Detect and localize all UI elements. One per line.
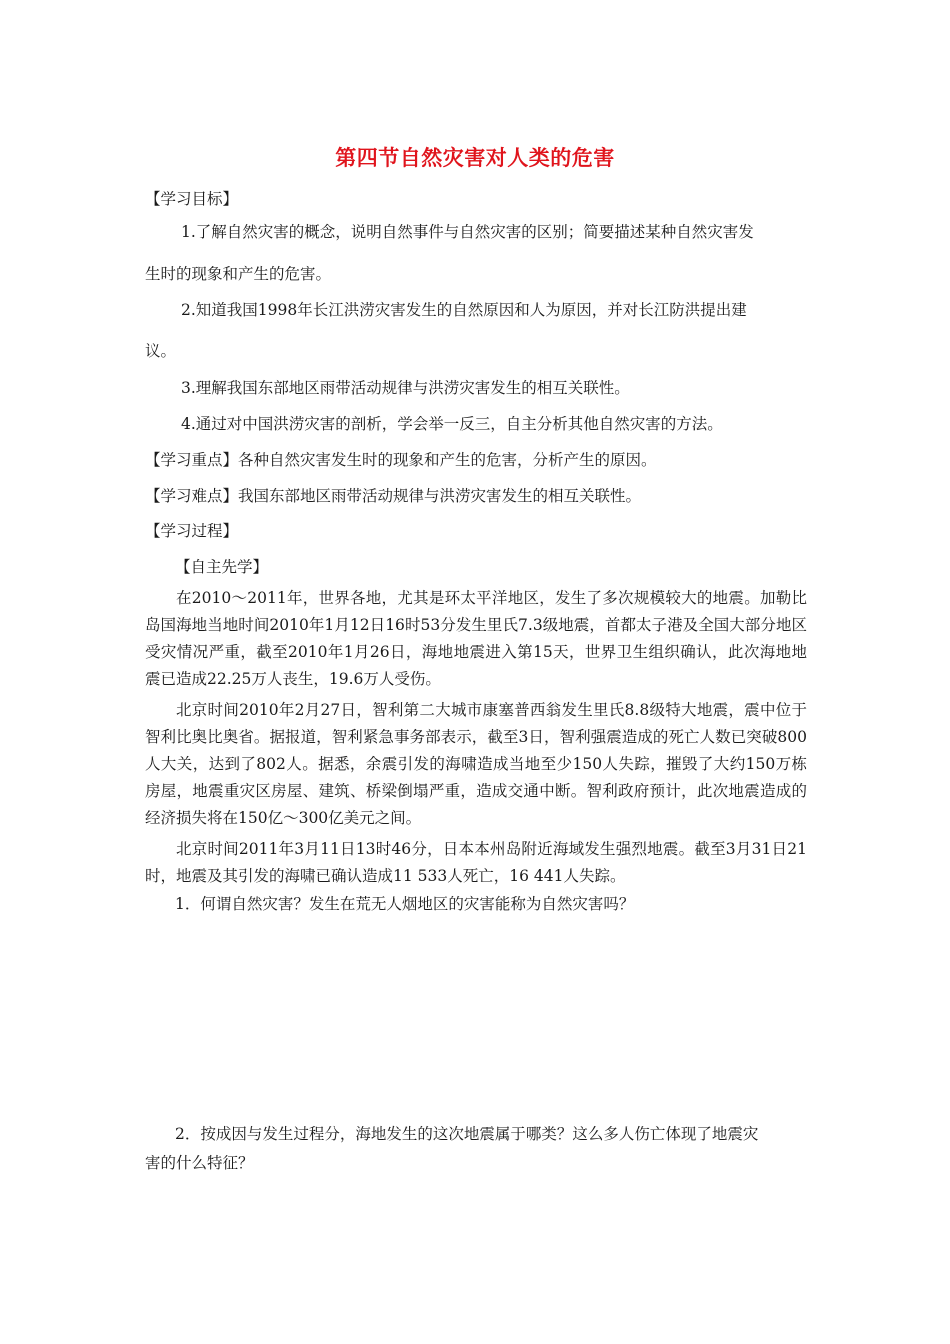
goals-heading: 【学习目标】 (145, 190, 239, 208)
goal-item-1: 1.了解自然灾害的概念，说明自然事件与自然灾害的区别；简要描述某种自然灾害发 (181, 223, 754, 241)
paragraph-japan-earthquake: 北京时间2011年3月11日13时46分，日本本州岛附近海域发生强烈地震。截至3月31日21时，地震及其引发的海啸已确认造成11 533人死亡，16 441人失踪。 (145, 840, 807, 885)
goal-item-4: 4.通过对中国洪涝灾害的剖析，学会举一反三，自主分析其他自然灾害的方法。 (181, 415, 723, 433)
question-1: 1．何谓自然灾害？发生在荒无人烟地区的灾害能称为自然灾害吗？ (175, 895, 635, 913)
goal-item-1-continued: 生时的现象和产生的危害。 (145, 265, 332, 283)
paragraph-chile-earthquake: 北京时间2010年2月27日，智利第二大城市康塞普西翁发生里氏8.8级特大地震，震中位于智利比奥比奥省。据报道，智利紧急事务部表示，截至3日，智利强震造成的死亡人数已突破800人大关，达到了802人。据悉，余震引发的海啸造成当地至少150人失踪，摧毁了大约150万栋房屋，地震重灾区房屋、建筑、桥梁倒塌严重，造成交通中断。智利政府预计，此次地震造成的经济损失将在150亿～300亿美元之间。 (145, 701, 807, 827)
question-2: 2．按成因与发生过程分，海地发生的这次地震属于哪类？这么多人伤亡体现了地震灾 (175, 1125, 759, 1143)
self-study-heading: 【自主先学】 (175, 558, 269, 576)
question-2-continued: 害的什么特征？ (145, 1154, 254, 1172)
difficult-point: 【学习难点】我国东部地区雨带活动规律与洪涝灾害发生的相互关联性。 (145, 487, 642, 505)
goal-item-3: 3.理解我国东部地区雨带活动规律与洪涝灾害发生的相互关联性。 (181, 379, 630, 397)
process-heading: 【学习过程】 (145, 522, 239, 540)
key-point: 【学习重点】各种自然灾害发生时的现象和产生的危害，分析产生的原因。 (145, 451, 657, 469)
page-title: 第四节自然灾害对人类的危害 (335, 146, 615, 170)
goal-item-2-continued: 议。 (145, 342, 177, 360)
paragraph-haiti-earthquake: 在2010～2011年，世界各地，尤其是环太平洋地区，发生了多次规模较大的地震。加勒比岛国海地当地时间2010年1月12日16时53分发生里氏7.3级地震，首都太子港及全国大部分地区受灾情况严重，截至2010年1月26日，海地地震进入第15天，世界卫生组织确认，此次海地地震已造成22.25万人丧生，19.6万人受伤。 (145, 589, 807, 688)
goal-item-2: 2.知道我国1998年长江洪涝灾害发生的自然原因和人为原因，并对长江防洪提出建 (181, 301, 747, 319)
